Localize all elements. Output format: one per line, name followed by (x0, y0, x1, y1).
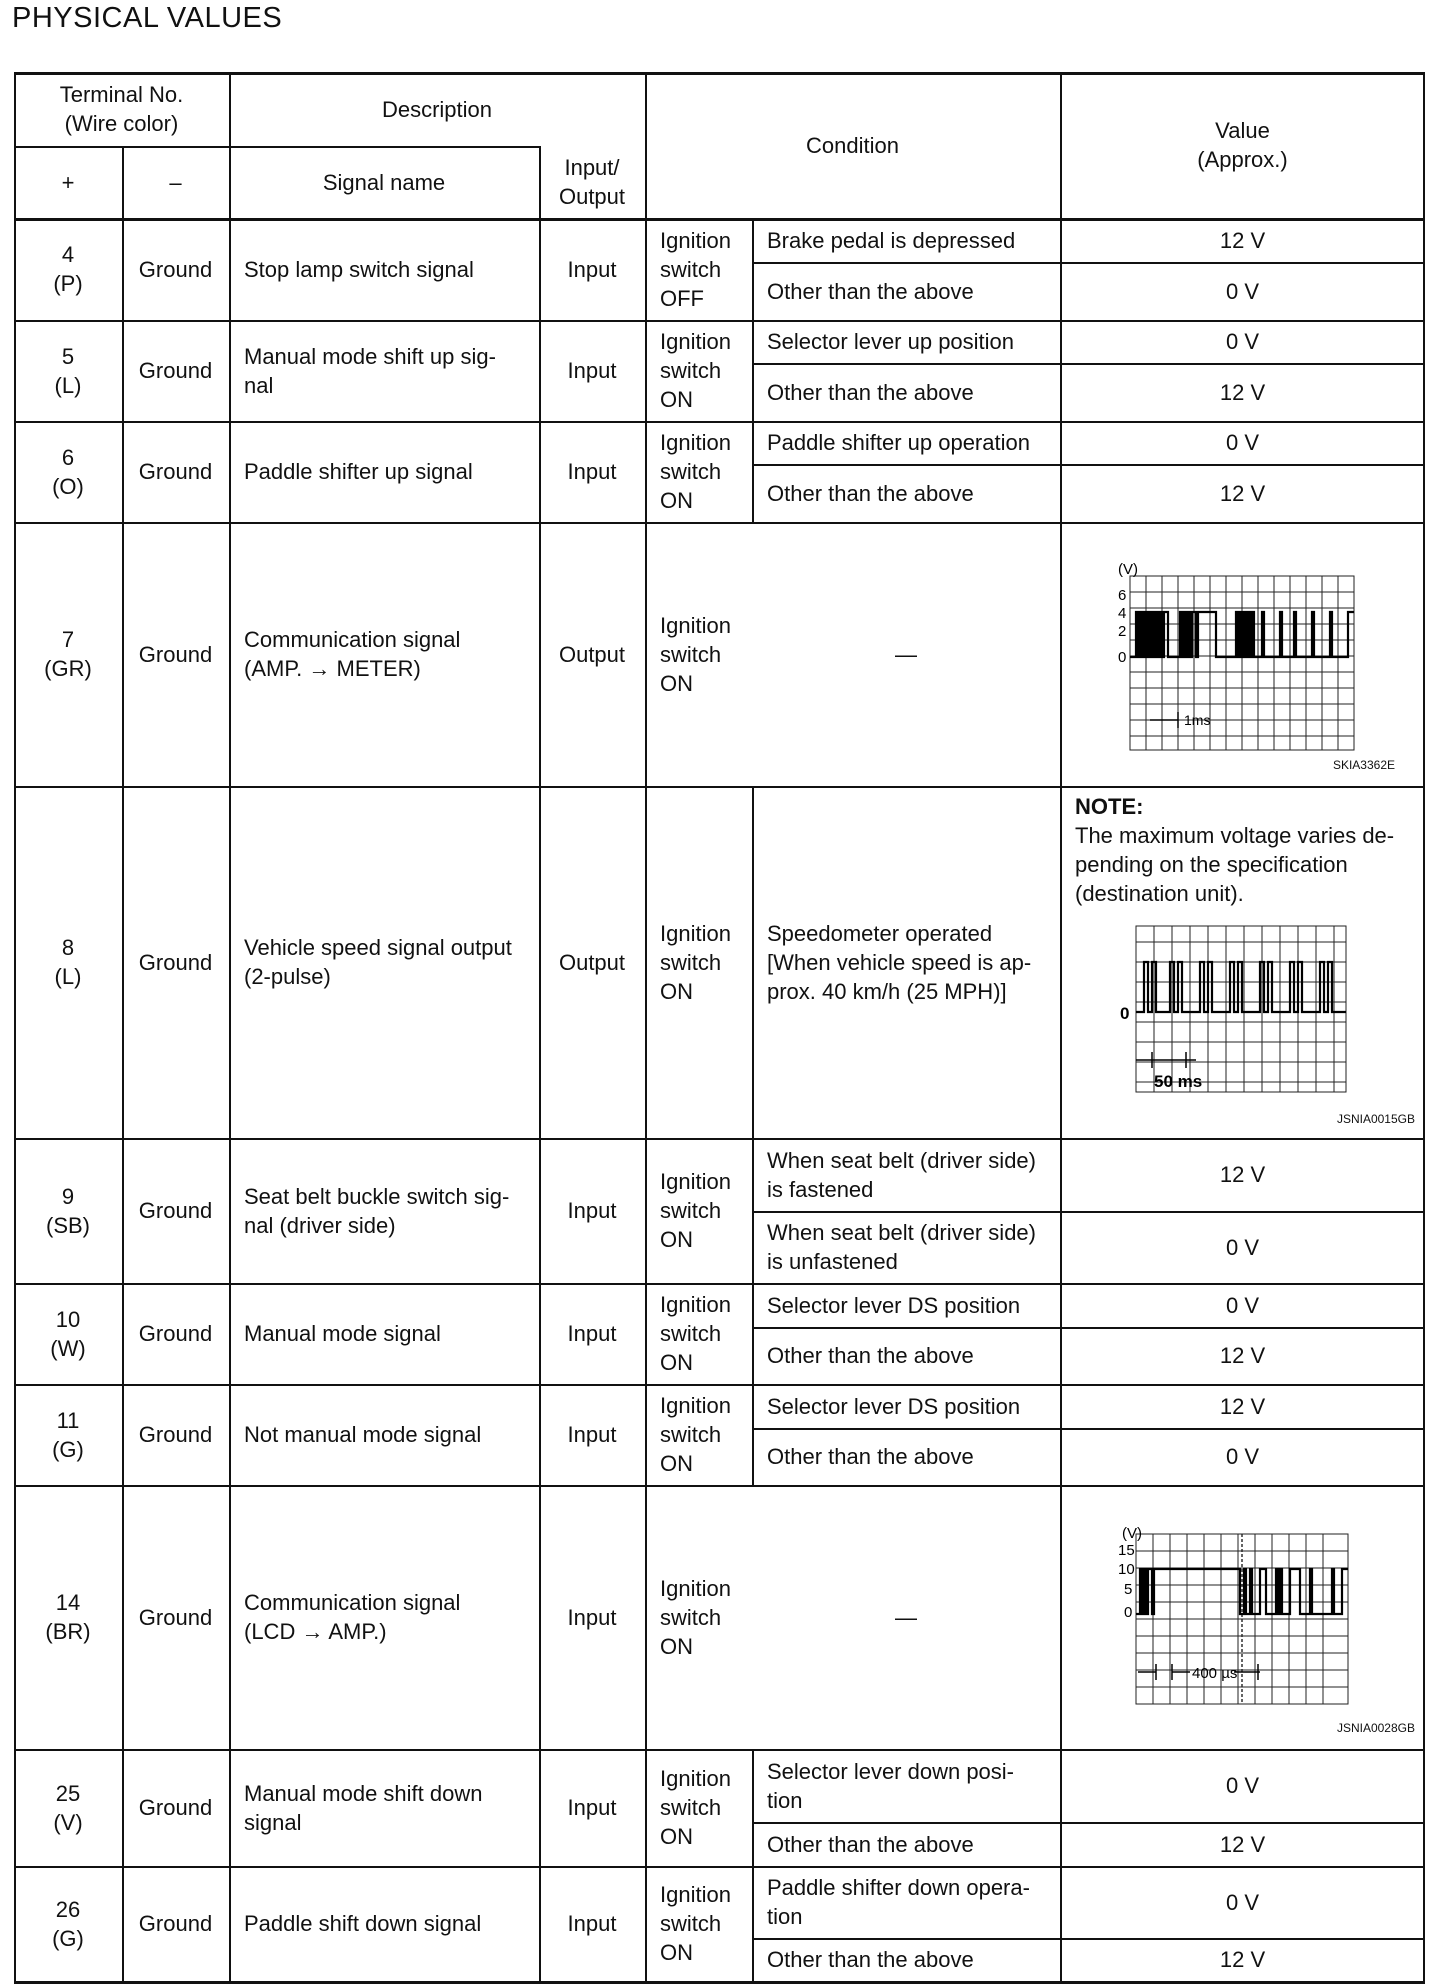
io-label: Input (567, 1604, 617, 1630)
ignition-line: ON (660, 1824, 693, 1849)
wf2-zero: 0 (1120, 1004, 1130, 1023)
ignition-cell (645, 1283, 752, 1384)
condition-line: Other than the above (767, 1343, 974, 1368)
terminal-number: 6 (61, 444, 75, 470)
value-cell (1060, 1822, 1425, 1866)
ignition-cell (645, 1485, 752, 1749)
wire-color: (O) (52, 473, 84, 499)
signal-name-cell (229, 1283, 539, 1384)
ignition-line: Ignition (660, 1169, 731, 1194)
header-condition-label: Condition (806, 132, 899, 158)
ground-label: Ground (138, 459, 213, 484)
wire-color: (W) (50, 1335, 86, 1361)
ignition-line: Ignition (660, 329, 731, 354)
figure-code: JSNIA0015GB (1336, 1112, 1415, 1126)
ignition-line: Ignition (660, 1292, 731, 1317)
terminal-number: 26 (55, 1896, 81, 1922)
signal-name-cell (229, 1749, 539, 1866)
ignition-line: ON (660, 978, 693, 1004)
terminal-number: 8 (61, 935, 75, 960)
io-label: Input (567, 459, 617, 484)
condition-cell (752, 1211, 1060, 1283)
ground-cell (122, 522, 229, 786)
wf1-time-label: 1ms (1184, 712, 1211, 728)
condition-line: Paddle shifter down opera- (767, 1875, 1030, 1900)
condition-line: Other than the above (767, 1947, 974, 1972)
signal-name-line: Not manual mode signal (244, 1422, 482, 1447)
ignition-line: switch (660, 1604, 722, 1630)
io-label: Output (558, 641, 626, 667)
terminal-cell (14, 1485, 122, 1749)
condition-line: Paddle shifter up operation (767, 430, 1030, 455)
value-cell (1060, 218, 1425, 262)
ignition-line: switch (660, 1198, 722, 1223)
signal-name-cell (229, 1384, 539, 1485)
io-cell (539, 786, 645, 1138)
header-signal-name-label: Signal name (322, 169, 446, 195)
condition-line: Other than the above (767, 278, 974, 304)
wf3-unit: (V) (1122, 1525, 1142, 1542)
value-cell (1060, 1428, 1425, 1485)
value-cell (1060, 464, 1425, 522)
value-label: 12 V (1219, 1162, 1266, 1187)
condition-cell (752, 320, 1060, 363)
wire-color: (G) (52, 1925, 84, 1951)
ignition-cell (645, 1866, 752, 1981)
signal-name-line: (2-pulse) (244, 964, 331, 989)
note-line: (destination unit). (1075, 881, 1244, 906)
ground-label: Ground (138, 1422, 213, 1447)
io-cell (539, 1749, 645, 1866)
value-label: 0 V (1225, 1773, 1260, 1798)
condition-line: Other than the above (767, 379, 974, 405)
ignition-cell (645, 421, 752, 522)
ignition-cell (645, 522, 752, 786)
ignition-line: Ignition (660, 1766, 731, 1791)
terminal-number: 14 (55, 1590, 81, 1615)
condition-line: When seat belt (driver side) (767, 1147, 1036, 1173)
ground-label: Ground (138, 1198, 213, 1223)
waveform-terminal-8 (1110, 922, 1350, 1097)
io-cell (539, 1866, 645, 1981)
value-cell (1060, 1138, 1425, 1211)
value-label: 0 V (1225, 1444, 1260, 1469)
ground-label: Ground (138, 641, 213, 667)
ignition-line: ON (660, 1350, 693, 1375)
signal-name-cell (229, 218, 539, 320)
condition-cell (752, 1822, 1060, 1866)
ignition-line: ON (660, 670, 693, 696)
terminal-cell (14, 1866, 122, 1981)
ignition-line: switch (660, 1911, 722, 1936)
wire-color: (SB) (46, 1212, 90, 1238)
header-minus (122, 146, 229, 218)
signal-name-cell (229, 1138, 539, 1283)
ground-cell (122, 320, 229, 421)
condition-cell (752, 421, 1060, 464)
condition-dash: — (895, 1604, 917, 1630)
wire-color: (P) (53, 271, 83, 296)
condition-dash-cell (752, 522, 1060, 786)
note-box (1060, 792, 1425, 908)
header-value-label: Value (1215, 118, 1270, 143)
condition-cell (752, 218, 1060, 262)
io-cell (539, 1384, 645, 1485)
terminal-number: 5 (61, 343, 75, 369)
header-wire-color-label: (Wire color) (64, 111, 179, 136)
value-label: 0 V (1225, 1292, 1260, 1318)
ignition-cell (645, 1749, 752, 1866)
wf1-tick: 0 (1118, 649, 1127, 666)
ignition-line: Ignition (660, 1882, 731, 1907)
value-cell (1060, 1327, 1425, 1384)
ignition-line: Ignition (660, 612, 731, 638)
value-cell (1060, 421, 1425, 464)
condition-line: is fastened (767, 1176, 874, 1202)
signal-name-cell (229, 522, 539, 786)
condition-cell (752, 464, 1060, 522)
header-signal-name (229, 146, 539, 218)
condition-cell (752, 1283, 1060, 1327)
ignition-cell (645, 320, 752, 421)
ignition-line: ON (660, 1940, 693, 1965)
ignition-line: switch (660, 1321, 722, 1346)
header-terminal-no-label: Terminal No. (59, 82, 184, 107)
condition-cell (752, 262, 1060, 320)
terminal-cell (14, 320, 122, 421)
signal-name-cell (229, 786, 539, 1138)
value-cell (1060, 1211, 1425, 1283)
signal-name-cell (229, 320, 539, 421)
header-minus-label: – (169, 169, 182, 195)
ground-label: Ground (138, 949, 213, 975)
io-label: Input (567, 1422, 617, 1447)
wire-color: (L) (54, 964, 82, 989)
wf3-time-label: 400 µs (1192, 1665, 1238, 1682)
note-line: The maximum voltage varies de- (1075, 823, 1395, 848)
terminal-cell (14, 1749, 122, 1866)
value-label: 12 V (1219, 227, 1266, 253)
ignition-cell (645, 1138, 752, 1283)
condition-line: Other than the above (767, 1831, 974, 1857)
wf1-tick: 6 (1118, 587, 1127, 604)
terminal-cell (14, 421, 122, 522)
io-label: Input (567, 358, 617, 383)
condition-cell (752, 1384, 1060, 1428)
signal-name-line: Communication signal (244, 627, 461, 652)
condition-line: Other than the above (767, 1444, 974, 1469)
io-label: Input (567, 1321, 617, 1346)
value-cell (1060, 1866, 1425, 1938)
ignition-cell (645, 218, 752, 320)
value-label: 0 V (1225, 1234, 1260, 1260)
note-line: pending on the specification (1075, 852, 1348, 877)
ground-label: Ground (138, 1911, 213, 1936)
value-cell (1060, 1384, 1425, 1428)
ground-cell (122, 1138, 229, 1283)
io-cell (539, 522, 645, 786)
io-label: Input (567, 1911, 617, 1936)
waveform-terminal-7 (1090, 562, 1370, 752)
header-io (539, 146, 645, 218)
value-label: 12 V (1219, 1831, 1266, 1857)
ground-cell (122, 1485, 229, 1749)
condition-dash: — (895, 641, 917, 667)
wire-color: (BR) (45, 1619, 91, 1644)
ignition-line: switch (660, 1422, 722, 1447)
condition-cell (752, 1138, 1060, 1211)
signal-name-line: Stop lamp switch signal (244, 256, 474, 282)
signal-name-cell (229, 1485, 539, 1749)
ignition-line: switch (660, 459, 722, 484)
ground-label: Ground (138, 1604, 213, 1630)
value-label: 0 V (1225, 278, 1260, 304)
condition-line: is unfastened (767, 1249, 898, 1274)
condition-line: Selector lever DS position (767, 1292, 1021, 1318)
wire-color: (L) (54, 372, 82, 398)
terminal-cell (14, 1384, 122, 1485)
ground-cell (122, 1283, 229, 1384)
wire-color: (V) (53, 1809, 83, 1835)
waveform-terminal-14 (1100, 1524, 1360, 1724)
ignition-line: switch (660, 256, 722, 282)
condition-cell (752, 786, 1060, 1138)
io-cell (539, 421, 645, 522)
header-plus (14, 146, 122, 218)
signal-name-line: (LCD → AMP.) (244, 1619, 387, 1644)
condition-line: [When vehicle speed is ap- (767, 949, 1032, 975)
ignition-line: ON (660, 488, 693, 513)
ignition-line: Ignition (660, 1575, 731, 1601)
header-description-label: Description (381, 96, 493, 122)
header-value-label: (Approx.) (1197, 147, 1288, 172)
ignition-line: Ignition (660, 430, 731, 455)
condition-dash-cell (752, 1485, 1060, 1749)
ignition-line: switch (660, 641, 722, 667)
figure-code: JSNIA0028GB (1336, 1721, 1415, 1735)
ground-label: Ground (138, 358, 213, 383)
value-cell (1060, 1283, 1425, 1327)
ignition-line: ON (660, 1227, 693, 1252)
wf2-time-label: 50 ms (1154, 1072, 1203, 1091)
value-label: 12 V (1219, 1343, 1266, 1368)
io-cell (539, 1138, 645, 1283)
value-label: 0 V (1225, 329, 1260, 354)
signal-name-line: Seat belt buckle switch sig- (244, 1183, 510, 1209)
value-label: 0 V (1225, 430, 1260, 455)
condition-line: Selector lever DS position (767, 1393, 1021, 1419)
signal-name-line: Manual mode shift down (244, 1780, 483, 1806)
header-description (229, 72, 645, 146)
io-label: Input (567, 256, 617, 282)
wf3-tick: 0 (1124, 1604, 1133, 1621)
ground-label: Ground (138, 1795, 213, 1820)
condition-line: Selector lever down posi- (767, 1758, 1015, 1784)
terminal-number: 7 (61, 627, 75, 652)
signal-name-line: (AMP. → METER) (244, 656, 421, 681)
ignition-line: switch (660, 358, 722, 383)
signal-name-cell (229, 421, 539, 522)
header-io-label: Output (558, 184, 626, 209)
ignition-line: ON (660, 1451, 693, 1476)
signal-name-line: Communication signal (244, 1590, 461, 1615)
value-cell (1060, 363, 1425, 421)
terminal-cell (14, 218, 122, 320)
signal-name-line: Manual mode shift up sig- (244, 343, 496, 369)
condition-line: tion (767, 1787, 803, 1813)
signal-name-line: nal (driver side) (244, 1212, 396, 1238)
header-value (1060, 72, 1425, 218)
signal-name-cell (229, 1866, 539, 1981)
value-cell (1060, 320, 1425, 363)
ignition-line: Ignition (660, 227, 731, 253)
wf3-tick: 15 (1118, 1542, 1135, 1559)
condition-cell (752, 363, 1060, 421)
wf1-unit: (V) (1118, 562, 1138, 578)
wf1-tick: 4 (1118, 605, 1127, 622)
condition-line: tion (767, 1904, 803, 1929)
value-label: 12 V (1219, 1393, 1266, 1419)
condition-cell (752, 1327, 1060, 1384)
ignition-line: switch (660, 1795, 722, 1820)
wf3-tick: 10 (1118, 1561, 1135, 1578)
ground-cell (122, 218, 229, 320)
header-terminal-no (14, 72, 229, 146)
value-label: 12 V (1219, 379, 1266, 405)
condition-cell (752, 1938, 1060, 1981)
condition-line: Other than the above (767, 480, 974, 506)
wf3-tick: 5 (1124, 1581, 1133, 1598)
terminal-number: 4 (61, 242, 75, 267)
terminal-number: 25 (55, 1780, 81, 1806)
signal-name-line: signal (244, 1809, 302, 1835)
terminal-cell (14, 1138, 122, 1283)
terminal-cell (14, 1283, 122, 1384)
condition-line: When seat belt (driver side) (767, 1220, 1036, 1245)
terminal-cell (14, 786, 122, 1138)
ground-label: Ground (138, 1321, 213, 1346)
ground-cell (122, 786, 229, 1138)
page-title: PHYSICAL VALUES (12, 2, 283, 34)
ignition-cell (645, 786, 752, 1138)
signal-name-line: Vehicle speed signal output (244, 935, 512, 960)
table-bottom-rule (14, 1981, 1425, 1984)
condition-cell (752, 1749, 1060, 1822)
ground-cell (122, 421, 229, 522)
io-cell (539, 218, 645, 320)
io-cell (539, 320, 645, 421)
terminal-number: 10 (55, 1306, 81, 1332)
ignition-line: Ignition (660, 920, 731, 946)
value-cell (1060, 1938, 1425, 1981)
ignition-cell (645, 1384, 752, 1485)
figure-code: SKIA3362E (1332, 758, 1395, 772)
condition-cell (752, 1866, 1060, 1938)
ground-label: Ground (138, 256, 213, 282)
ignition-line: ON (660, 387, 693, 412)
note-label: NOTE: (1075, 794, 1144, 819)
condition-line: Speedometer operated (767, 920, 993, 946)
value-cell (1060, 1749, 1425, 1822)
io-cell (539, 1283, 645, 1384)
ground-cell (122, 1749, 229, 1866)
ground-cell (122, 1866, 229, 1981)
wire-color: (G) (52, 1436, 84, 1462)
ground-cell (122, 1384, 229, 1485)
header-io-label: Input/ (564, 155, 620, 180)
ignition-line: OFF (660, 285, 704, 311)
terminal-number: 11 (56, 1407, 80, 1433)
condition-line: Selector lever up position (767, 329, 1015, 354)
io-cell (539, 1485, 645, 1749)
io-label: Output (558, 949, 626, 975)
value-cell (1060, 262, 1425, 320)
io-label: Input (567, 1795, 617, 1820)
terminal-cell (14, 522, 122, 786)
wire-color: (GR) (44, 656, 92, 681)
terminal-number: 9 (61, 1183, 75, 1209)
io-label: Input (567, 1198, 617, 1223)
signal-name-line: Paddle shift down signal (244, 1911, 482, 1936)
value-label: 12 V (1219, 480, 1266, 506)
condition-cell (752, 1428, 1060, 1485)
condition-line: prox. 40 km/h (25 MPH)] (767, 978, 1007, 1004)
ignition-line: ON (660, 1633, 693, 1659)
value-label: 12 V (1219, 1947, 1266, 1972)
signal-name-line: Manual mode signal (244, 1321, 441, 1346)
signal-name-line: nal (244, 372, 274, 398)
header-plus-label: + (61, 169, 75, 195)
ignition-line: Ignition (660, 1393, 731, 1418)
condition-line: Brake pedal is depressed (767, 227, 1016, 253)
header-condition (645, 72, 1060, 218)
ignition-line: switch (660, 949, 722, 975)
value-label: 0 V (1225, 1889, 1260, 1915)
signal-name-line: Paddle shifter up signal (244, 459, 473, 484)
wf1-tick: 2 (1118, 623, 1127, 640)
